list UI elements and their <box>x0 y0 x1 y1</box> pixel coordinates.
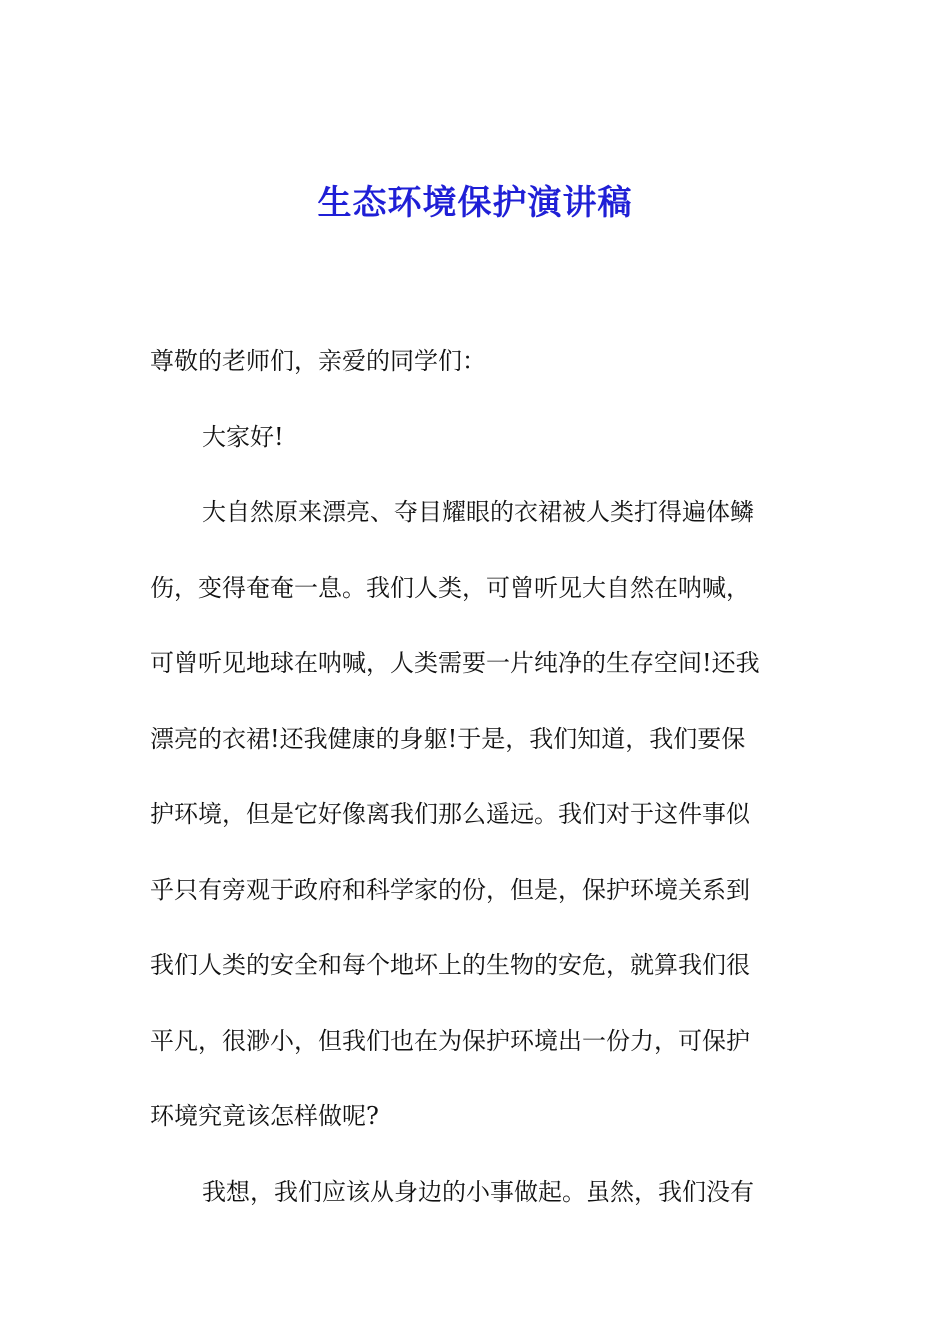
paragraph-line: 大自然原来漂亮、夺目耀眼的衣裙被人类打得遍体鳞 <box>202 498 754 526</box>
paragraph-line: 我想，我们应该从身边的小事做起。虽然，我们没有 <box>202 1177 754 1206</box>
document-body <box>150 324 810 1230</box>
paragraph-line: 可曾听见地球在呐喊，人类需要一片纯净的生存空间!还我 <box>150 649 760 677</box>
paragraph-line: 乎只有旁观于政府和科学家的份，但是，保护环境关系到 <box>150 875 750 904</box>
greeting-line: 大家好! <box>202 422 284 451</box>
salutation-line: 尊敬的老师们，亲爱的同学们： <box>150 347 486 375</box>
paragraph-line: 我们人类的安全和每个地坏上的生物的安危，就算我们很 <box>150 951 750 979</box>
paragraph-line: 护环境，但是它好像离我们那么遥远。我们对于这件事似 <box>150 800 750 828</box>
document-title: 生态环境保护演讲稿 <box>317 183 633 223</box>
paragraph-line: 平凡，很渺小，但我们也在为保护环境出一份力，可保护 <box>150 1026 750 1055</box>
paragraph-line: 环境究竟该怎样做呢? <box>150 1102 379 1130</box>
paragraph-line: 伤，变得奄奄一息。我们人类，可曾听见大自然在呐喊， <box>150 573 750 602</box>
paragraph-line: 漂亮的衣裙!还我健康的身躯!于是，我们知道，我们要保 <box>150 724 746 753</box>
